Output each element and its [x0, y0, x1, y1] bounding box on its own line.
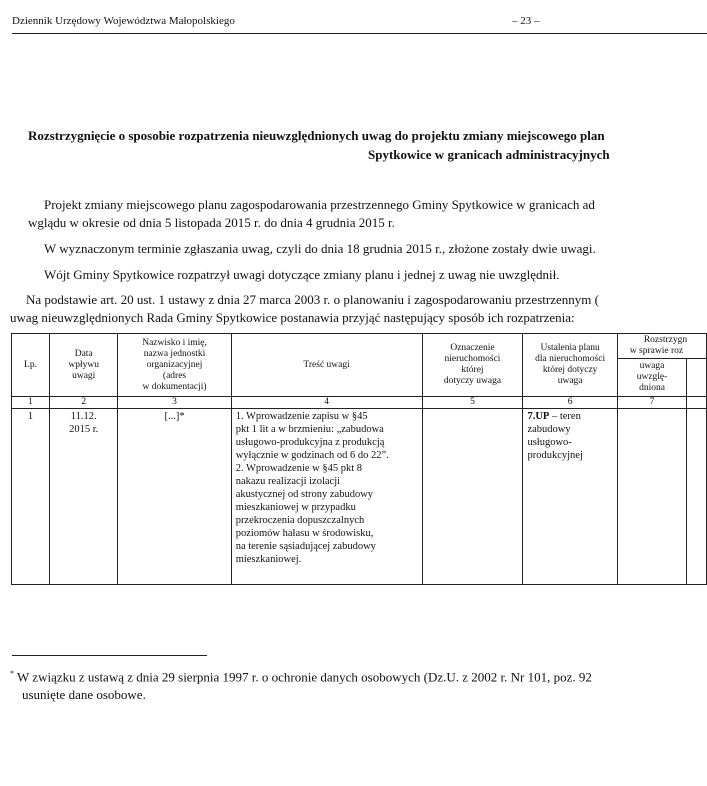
journal-name: Dziennik Urzędowy Województwa Małopolskiego — [12, 15, 235, 27]
row-date: 11.12. 2015 r. — [50, 409, 118, 585]
paragraph-2: W wyznaczonym terminie zgłaszania uwag, czyli do dnia 18 grudnia 2015 r., złożone zostały dwie uwagi. — [44, 241, 596, 256]
row-lp: 1 — [12, 409, 50, 585]
paragraph-1: Projekt zmiany miejscowego planu zagospodarowania przestrzennego Gminy Spytkowice w granicach ad — [44, 197, 595, 212]
header-lp: Lp. — [12, 334, 50, 397]
row-plan: 7.UP – teren zabudowy usługowo- produkcyjnej — [523, 409, 617, 585]
header-name: Nazwisko i imię, nazwa jednostki organizacyjnej (adres w dokumentacji) — [118, 334, 231, 397]
plan-code: 7.UP — [527, 411, 550, 422]
footnote-mark: * — [10, 669, 14, 678]
header-considered: uwaga uwzglę- dniona — [617, 359, 686, 397]
row-property — [422, 409, 523, 585]
footnote-separator — [12, 655, 207, 656]
row-name: [...]* — [118, 409, 231, 585]
footnote-line-1: W związku z ustawą z dnia 29 sierpnia 1997 r. o ochronie danych osobowych (Dz.U. z 2002 r. Nr 101, poz. 92 — [14, 669, 592, 685]
header-date: Data wpływu uwagi — [50, 334, 118, 397]
row-not-considered — [687, 409, 707, 585]
row-considered — [617, 409, 686, 585]
table-row — [12, 409, 707, 585]
paragraph-4-cont: uwag nieuwzględnionych Rada Gminy Spytkowice postanawia przyjąć następujący sposób ich rozpatrzenia: — [10, 310, 575, 325]
title-line-2: Spytkowice w granicach administracyjnych — [368, 147, 610, 162]
paragraph-1-cont: wglądu w okresie od dnia 5 listopada 2015 r. do dnia 4 grudnia 2015 r. — [28, 215, 395, 230]
row-content: 1. Wprowadzenie zapisu w §45 pkt 1 lit a w brzmieniu: „zabudowa usługowo-produkcyjna z produkcją wyłącznie w godzinach od 6 do 22”. 2. Wprowadzenie w §45 pkt 8 nakazu realizacji izolacji akustycznej od strony zabudowy mieszkaniowej w przypadku przekroczenia dopuszczalnych poziomów hałasu w środowisku, na terenie sąsiadującej zabudowy mieszkaniowej. — [231, 409, 422, 585]
page-number: – 23 – — [512, 15, 540, 27]
paragraph-4: Na podstawie art. 20 ust. 1 ustawy z dnia 27 marca 2003 r. o planowaniu i zagospodarowaniu przestrzennym ( — [26, 292, 599, 307]
header-decision: Rozstrzygn w sprawie roz — [617, 334, 706, 359]
column-numbers-row: 1 2 3 4 5 6 7 — [12, 397, 707, 409]
remarks-table — [11, 333, 707, 585]
header-plan: Ustalenia planu dla nieruchomości której dotyczy uwaga — [523, 334, 617, 397]
footnote — [10, 665, 592, 704]
footnote-line-2: usunięte dane osobowe. — [22, 687, 146, 703]
document-title — [28, 126, 707, 164]
header-not-considered — [687, 359, 707, 397]
header-content: Treść uwagi — [231, 334, 422, 397]
page-header — [12, 13, 707, 34]
header-property: Oznaczenie nieruchomości której dotyczy uwaga — [422, 334, 523, 397]
paragraph-3: Wójt Gminy Spytkowice rozpatrzył uwagi dotyczące zmiany planu i jednej z uwag nie uwzględnił. — [44, 267, 560, 282]
title-line-1: Rozstrzygnięcie o sposobie rozpatrzenia nieuwzględnionych uwag do projektu zmiany miejscowego plan — [28, 128, 605, 143]
